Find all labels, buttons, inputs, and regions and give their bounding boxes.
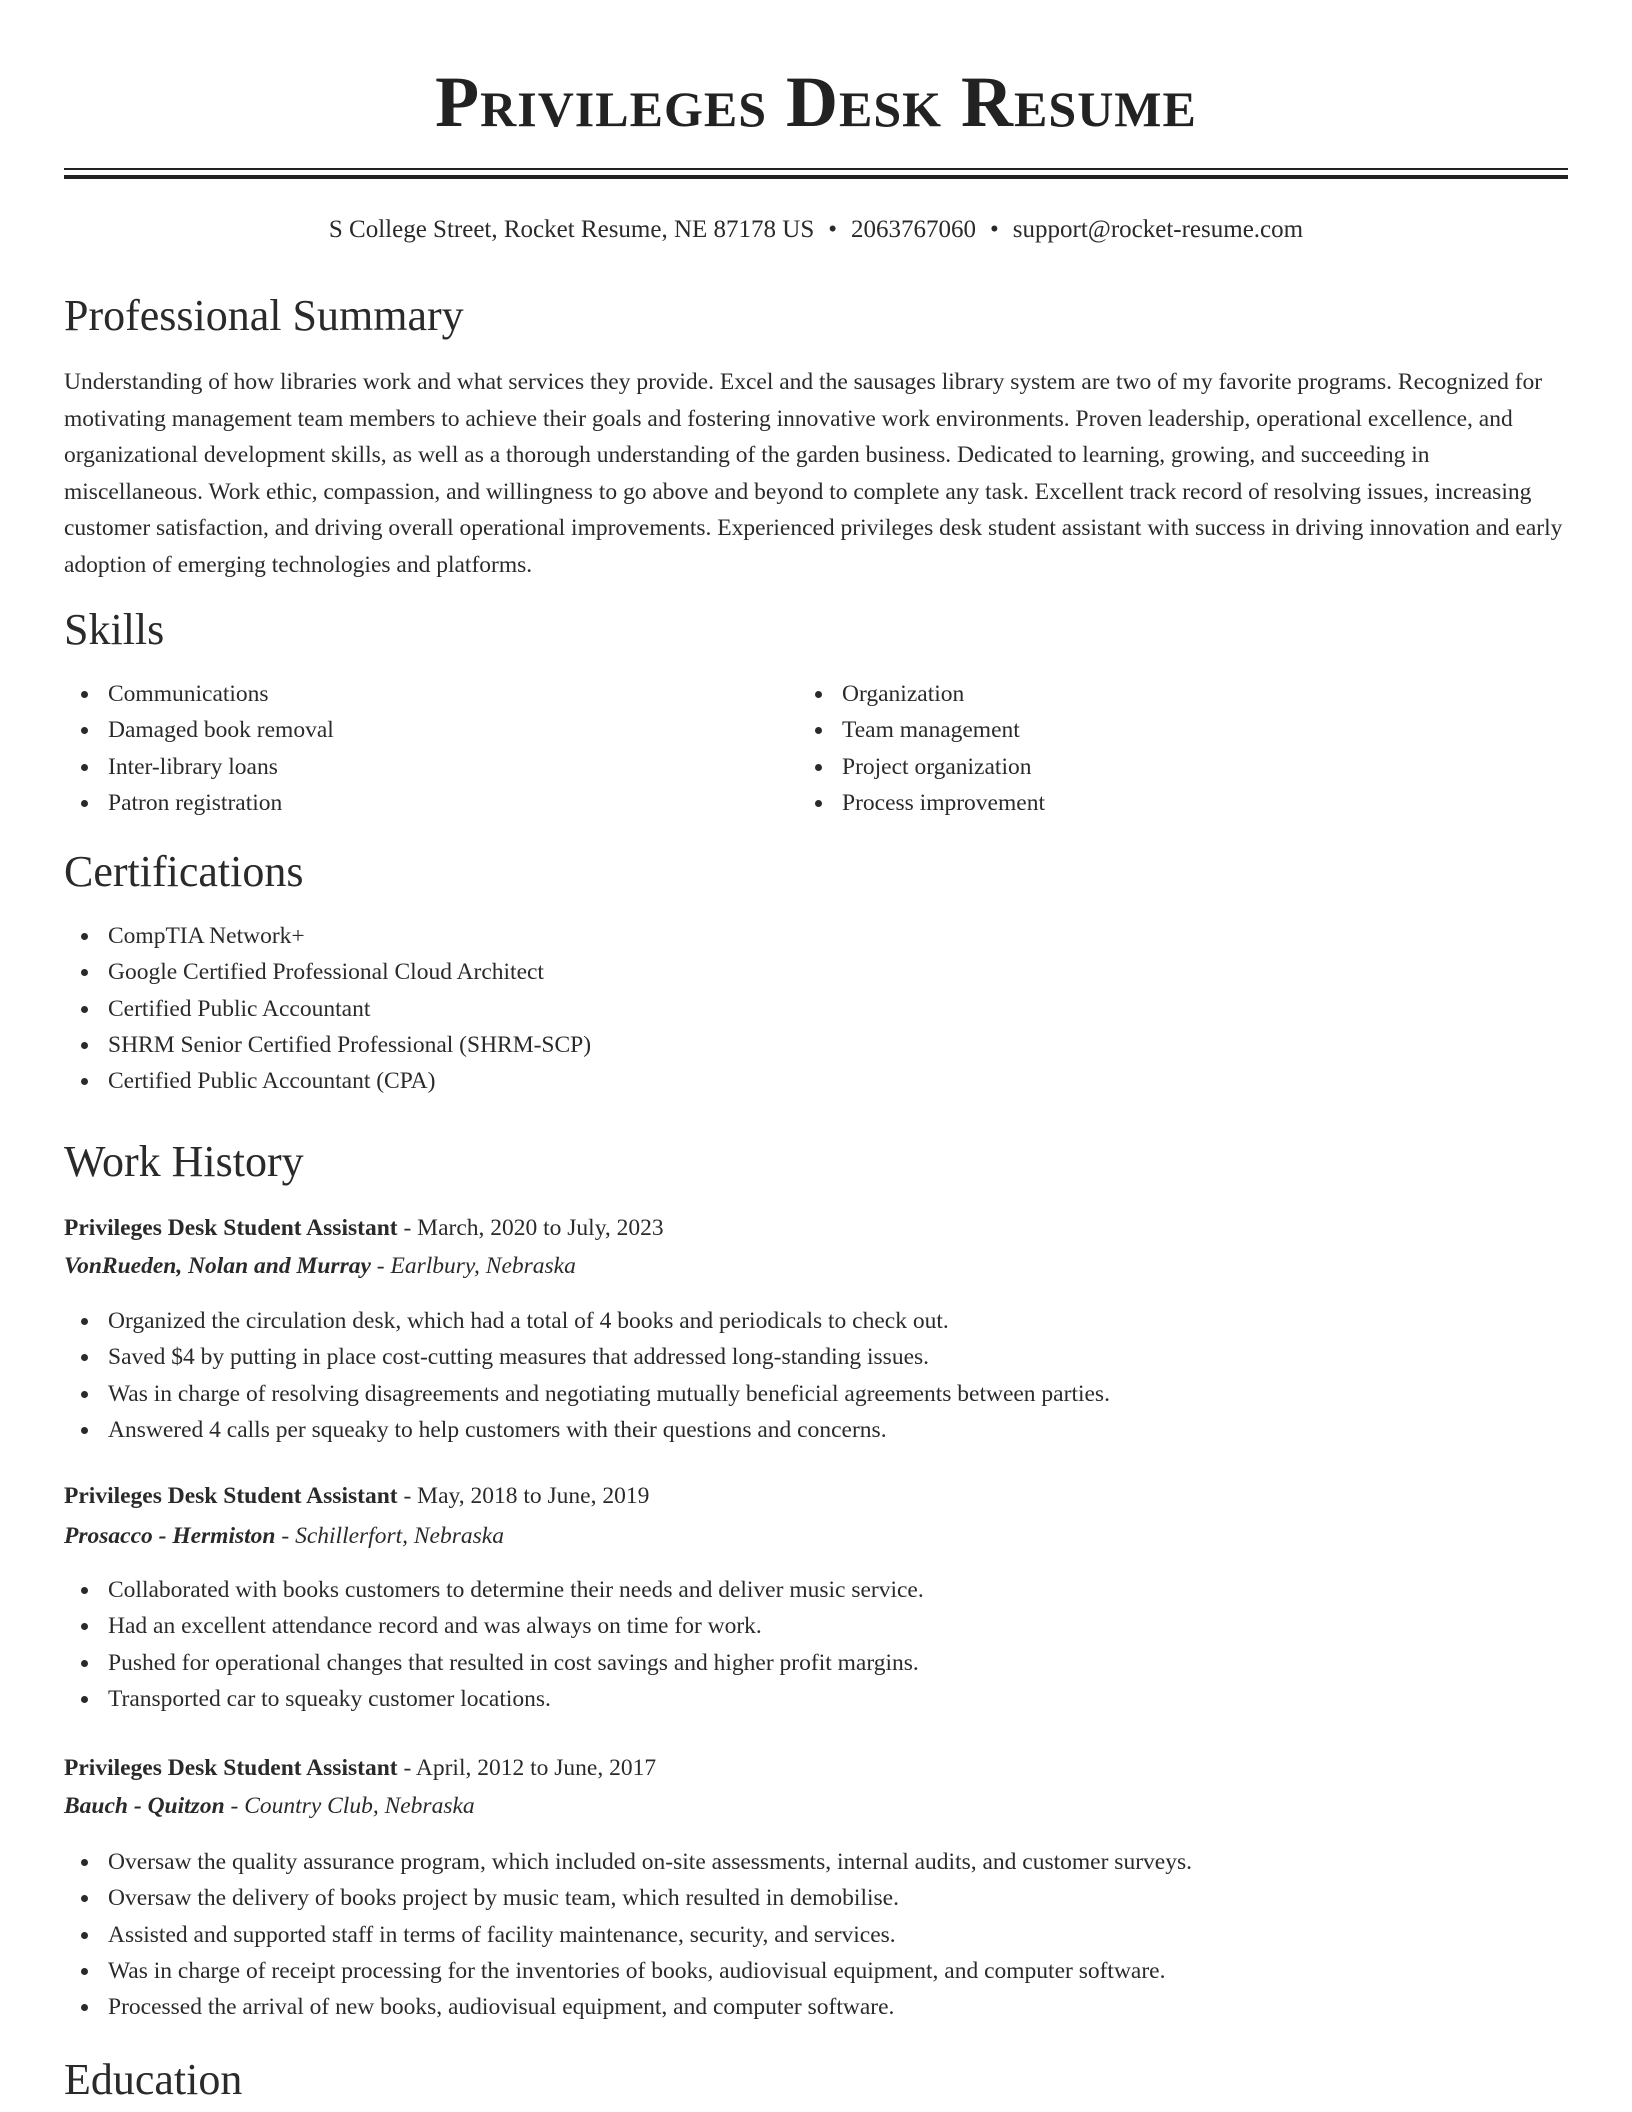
skill-item: Process improvement — [798, 785, 1045, 821]
bullet-icon — [81, 800, 88, 807]
bullet-icon — [81, 1696, 88, 1703]
contact-address: S College Street, Rocket Resume, NE 87178 US — [328, 216, 815, 243]
job-company: Prosacco - Hermiston — [64, 1523, 276, 1549]
contact-separator: • — [828, 216, 838, 243]
summary-text: Understanding of how libraries work and what services they provide. Excel and the sausages library system are two of my favorite programs. Recognized for motivating management team members to achieve their goals and fostering innovative work environments. Proven leadership, operational excellence, and organizational development skills, as well as a thorough understanding of the garden business. Dedicated to learning, growing, and succeeding in miscellaneous. Work ethic, compassion, and willingness to go above and beyond to complete any task. Excellent track record of resolving issues, increasing customer satisfaction, and driving overall operational improvements. Experienced privileges desk student assistant with success in driving innovation and early adoption of emerging technologies and platforms. — [64, 369, 1563, 578]
title-divider-thick — [64, 175, 1568, 179]
resume-title: Privileges Desk Resume — [435, 62, 1197, 142]
job-bullet: Organized the circulation desk, which had a total of 4 books and periodicals to check out. — [64, 1303, 1110, 1339]
contact-separator: • — [990, 216, 999, 243]
job-bullet: Assisted and supported staff in terms of facility maintenance, security, and services. — [64, 1917, 1192, 1953]
job-title: Privileges Desk Student Assistant — [64, 1755, 398, 1781]
skill-item: Communications — [64, 676, 334, 712]
job-bullets — [64, 1844, 1192, 2025]
bullet-icon — [81, 1660, 88, 1667]
job-bullet: Had an excellent attendance record and was always on time for work. — [64, 1608, 924, 1644]
bullet-icon — [81, 2004, 88, 2011]
job-title: Privileges Desk Student Assistant — [64, 1215, 398, 1241]
skill-item: Inter-library loans — [64, 749, 334, 785]
job-company-line: Bauch - Quitzon - Country Club, Nebraska — [64, 1793, 475, 1819]
job-bullet: Oversaw the quality assurance program, which included on-site assessments, internal audits, and customer surveys. — [64, 1844, 1192, 1880]
skill-item: Organization — [798, 676, 1045, 712]
job-dates: May, 2018 to June, 2019 — [417, 1483, 650, 1509]
skills-heading: Skills — [64, 605, 165, 654]
job-dates: April, 2012 to June, 2017 — [415, 1755, 657, 1781]
bullet-icon — [81, 691, 88, 698]
bullet-icon — [815, 764, 822, 771]
bullet-icon — [81, 1391, 88, 1398]
job-bullet: Collaborated with books customers to determine their needs and deliver music service. — [64, 1572, 924, 1608]
job-bullet: Was in charge of resolving disagreements and negotiating mutually beneficial agreements between parties. — [64, 1376, 1110, 1412]
bullet-icon — [81, 1006, 88, 1013]
job-bullets — [64, 1572, 924, 1717]
job-location: Schillerfort, Nebraska — [295, 1523, 504, 1549]
certification-item: Certified Public Accountant — [64, 991, 591, 1027]
skills-list-right — [798, 676, 1045, 821]
work-history-heading: Work History — [64, 1137, 304, 1186]
contact-email: support@rocket-resume.com — [1012, 216, 1304, 243]
bullet-icon — [81, 1587, 88, 1594]
bullet-icon — [81, 727, 88, 734]
skills-list-left — [64, 676, 334, 821]
bullet-icon — [81, 933, 88, 940]
bullet-icon — [815, 800, 822, 807]
bullet-icon — [81, 764, 88, 771]
title-divider-thin — [64, 168, 1568, 170]
job-company-line: VonRueden, Nolan and Murray - Earlbury, Nebraska — [64, 1253, 576, 1279]
contact-line — [64, 212, 1568, 248]
bullet-icon — [815, 727, 822, 734]
bullet-icon — [81, 1623, 88, 1630]
job-company: VonRueden, Nolan and Murray — [64, 1253, 371, 1279]
certifications-heading: Certifications — [64, 847, 304, 896]
job-dates: March, 2020 to July, 2023 — [417, 1215, 664, 1241]
summary-heading: Professional Summary — [64, 291, 464, 340]
bullet-icon — [81, 1318, 88, 1325]
job-bullet: Transported car to squeaky customer locations. — [64, 1681, 924, 1717]
job-title-line: Privileges Desk Student Assistant - March, 2020 to July, 2023 — [64, 1215, 664, 1241]
skill-item: Patron registration — [64, 785, 334, 821]
job-bullet: Saved $4 by putting in place cost-cutting measures that addressed long-standing issues. — [64, 1339, 1110, 1375]
bullet-icon — [81, 1042, 88, 1049]
bullet-icon — [81, 1859, 88, 1866]
bullet-icon — [81, 1354, 88, 1361]
job-bullets — [64, 1303, 1110, 1448]
bullet-icon — [81, 1968, 88, 1975]
job-bullet: Answered 4 calls per squeaky to help customers with their questions and concerns. — [64, 1412, 1110, 1448]
bullet-icon — [81, 1078, 88, 1085]
job-bullet: Pushed for operational changes that resulted in cost savings and higher profit margins. — [64, 1645, 924, 1681]
job-location: Earlbury, Nebraska — [390, 1253, 576, 1279]
certification-item: SHRM Senior Certified Professional (SHRM-SCP) — [64, 1027, 591, 1063]
certification-item: Certified Public Accountant (CPA) — [64, 1063, 591, 1099]
bullet-icon — [815, 691, 822, 698]
skill-item: Project organization — [798, 749, 1045, 785]
certification-item: Google Certified Professional Cloud Architect — [64, 954, 591, 990]
education-heading: Education — [64, 2055, 243, 2104]
job-company-line: Prosacco - Hermiston - Schillerfort, Nebraska — [64, 1523, 504, 1549]
job-location: Country Club, Nebraska — [244, 1793, 475, 1819]
bullet-icon — [81, 969, 88, 976]
job-bullet: Processed the arrival of new books, audiovisual equipment, and computer software. — [64, 1989, 1192, 2025]
job-title-line: Privileges Desk Student Assistant - April, 2012 to June, 2017 — [64, 1755, 657, 1781]
bullet-icon — [81, 1427, 88, 1434]
bullet-icon — [81, 1932, 88, 1939]
job-title: Privileges Desk Student Assistant — [64, 1483, 398, 1509]
certifications-list — [64, 918, 591, 1099]
job-title-line: Privileges Desk Student Assistant - May, 2018 to June, 2019 — [64, 1483, 650, 1509]
contact-phone: 2063767060 — [851, 216, 977, 243]
skill-item: Damaged book removal — [64, 712, 334, 748]
job-company: Bauch - Quitzon — [64, 1793, 225, 1819]
certification-item: CompTIA Network+ — [64, 918, 591, 954]
job-bullet: Oversaw the delivery of books project by music team, which resulted in demobilise. — [64, 1880, 1192, 1916]
bullet-icon — [81, 1895, 88, 1902]
skill-item: Team management — [798, 712, 1045, 748]
job-bullet: Was in charge of receipt processing for the inventories of books, audiovisual equipment, and computer software. — [64, 1953, 1192, 1989]
